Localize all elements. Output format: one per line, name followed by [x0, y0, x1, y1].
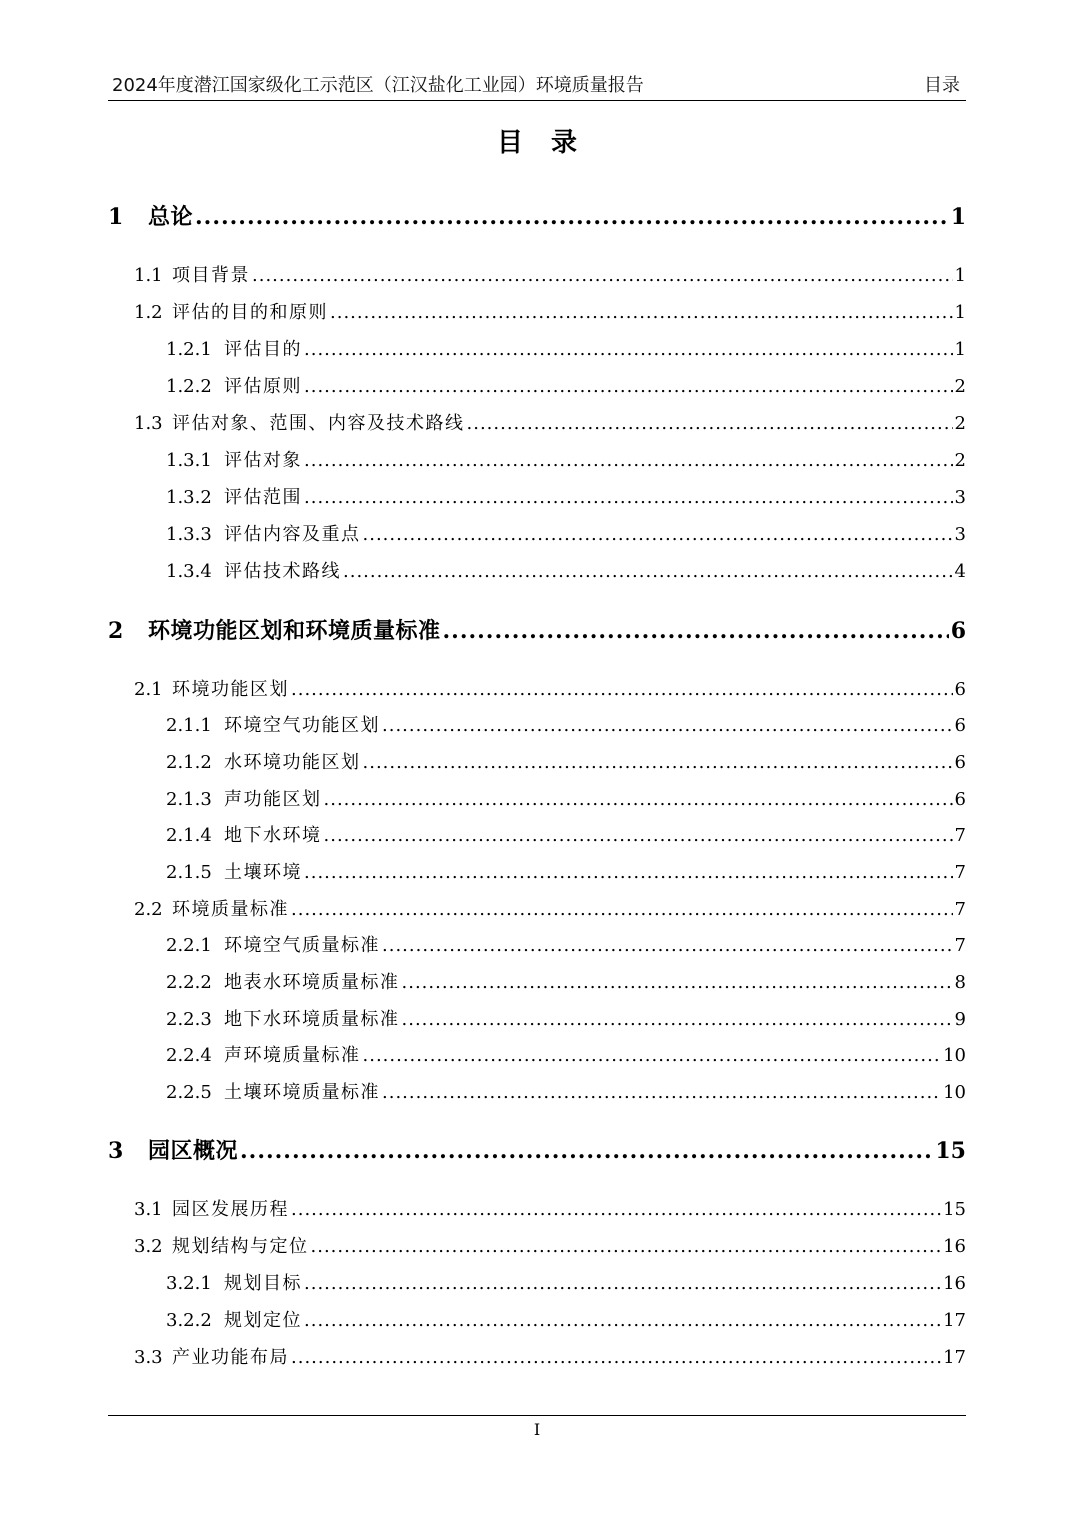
toc-label: 土壤环境质量标准	[224, 1082, 380, 1103]
toc-label: 规划结构与定位	[172, 1236, 309, 1257]
toc-leader	[240, 1138, 933, 1164]
toc-leader	[382, 935, 953, 956]
toc-page: 10	[943, 1045, 966, 1066]
toc-entry-1-3-1[interactable]	[166, 446, 966, 472]
toc-number: 2.2.4	[166, 1045, 212, 1066]
toc-number: 1.2	[134, 302, 163, 323]
toc-label: 评估技术路线	[224, 561, 341, 582]
toc-number: 3.2.1	[166, 1273, 212, 1294]
toc-page: 6	[954, 789, 966, 810]
toc-page: 1	[954, 265, 966, 286]
toc-label: 环境质量标准	[172, 899, 289, 920]
toc-entry-1-2[interactable]	[134, 298, 966, 324]
toc-page: 8	[954, 972, 966, 993]
toc-label: 地下水环境质量标准	[224, 1009, 400, 1030]
toc-number: 2.2.2	[166, 972, 212, 993]
toc-leader	[324, 789, 953, 810]
toc-entry-2-2-5[interactable]	[166, 1078, 966, 1104]
toc-leader	[195, 204, 949, 230]
toc-leader	[467, 413, 953, 434]
toc-number: 3	[108, 1138, 124, 1164]
toc-label: 项目背景	[172, 265, 250, 286]
toc-page: 16	[943, 1236, 966, 1257]
toc-label: 地下水环境	[224, 825, 322, 846]
toc-leader	[291, 1347, 941, 1368]
toc-label: 园区概况	[148, 1138, 239, 1164]
header-section-label: 目录	[924, 75, 960, 96]
toc-number: 2.1.2	[166, 752, 212, 773]
toc-leader	[304, 862, 953, 883]
toc-leader	[382, 715, 953, 736]
toc-entry-2-2-3[interactable]	[166, 1005, 966, 1031]
toc-leader	[402, 972, 953, 993]
toc-label: 声环境质量标准	[224, 1045, 361, 1066]
toc-entry-1-3-2[interactable]	[166, 483, 966, 509]
toc-label: 环境空气质量标准	[224, 935, 380, 956]
toc-page: 1	[950, 204, 966, 230]
toc-page: 7	[954, 862, 966, 883]
toc-page: 2	[954, 376, 966, 397]
toc-number: 2.2.5	[166, 1082, 212, 1103]
toc-number: 2.1.3	[166, 789, 212, 810]
toc-number: 3.2.2	[166, 1310, 212, 1331]
page-header	[108, 72, 966, 101]
toc-page: 6	[954, 715, 966, 736]
toc-entry-2-1-1[interactable]	[166, 711, 966, 737]
toc-entry-1-2-2[interactable]	[166, 372, 966, 398]
toc-page: 15	[943, 1199, 966, 1220]
toc-entry-2-1-2[interactable]	[166, 748, 966, 774]
toc-page: 17	[943, 1310, 966, 1331]
toc-number: 3.3	[134, 1347, 163, 1368]
toc-entry-3-2-1[interactable]	[166, 1269, 966, 1295]
toc-label: 环境空气功能区划	[224, 715, 380, 736]
toc-page: 3	[954, 487, 966, 508]
toc-leader	[324, 825, 953, 846]
toc-entry-1-2-1[interactable]	[166, 335, 966, 361]
toc-number: 1.2.2	[166, 376, 212, 397]
toc-entry-1-3-4[interactable]	[166, 557, 966, 583]
toc-page: 4	[954, 561, 966, 582]
toc-page: 7	[954, 899, 966, 920]
toc-entry-3-2[interactable]	[134, 1232, 966, 1258]
toc-page: 6	[954, 752, 966, 773]
toc-entry-3-3[interactable]	[134, 1343, 966, 1369]
toc-entry-1-1[interactable]	[134, 261, 966, 287]
toc-entry-2-2-1[interactable]	[166, 931, 966, 957]
toc-label: 园区发展历程	[172, 1199, 289, 1220]
toc-entry-2[interactable]	[108, 614, 966, 645]
toc-number: 3.1	[134, 1199, 163, 1220]
toc-entry-2-1-3[interactable]	[166, 785, 966, 811]
toc-number: 2.1.4	[166, 825, 212, 846]
toc-leader	[291, 1199, 941, 1220]
toc-leader	[363, 752, 953, 773]
toc-entry-2-2[interactable]	[134, 895, 966, 921]
toc-leader	[304, 1273, 941, 1294]
toc-leader	[304, 487, 953, 508]
toc-number: 1.1	[134, 265, 163, 286]
toc-label: 评估对象	[224, 450, 302, 471]
toc-label: 评估目的	[224, 339, 302, 360]
toc-label: 评估内容及重点	[224, 524, 361, 545]
toc-entry-1[interactable]	[108, 200, 966, 231]
toc-page: 1	[954, 339, 966, 360]
toc-label: 产业功能布局	[172, 1347, 289, 1368]
toc-page: 2	[954, 413, 966, 434]
toc-leader	[443, 618, 949, 644]
toc-label: 评估的目的和原则	[172, 302, 328, 323]
toc-leader	[291, 899, 953, 920]
toc-page: 16	[943, 1273, 966, 1294]
toc-label: 评估范围	[224, 487, 302, 508]
toc-label: 规划目标	[224, 1273, 302, 1294]
toc-leader	[363, 524, 953, 545]
footer-divider	[108, 1415, 966, 1416]
toc-number: 1.2.1	[166, 339, 212, 360]
toc-number: 1.3.4	[166, 561, 212, 582]
toc-entry-3-1[interactable]	[134, 1195, 966, 1221]
toc-entry-2-1-4[interactable]	[166, 821, 966, 847]
toc-label: 声功能区划	[224, 789, 322, 810]
toc-label: 水环境功能区划	[224, 752, 361, 773]
toc-number: 1.3.2	[166, 487, 212, 508]
toc-label: 地表水环境质量标准	[224, 972, 400, 993]
toc-leader	[311, 1236, 942, 1257]
toc-leader	[343, 561, 953, 582]
toc-number: 2.2.3	[166, 1009, 212, 1030]
toc-entry-2-1-5[interactable]	[166, 858, 966, 884]
toc-title: 目录	[496, 128, 605, 158]
toc-leader	[304, 450, 953, 471]
toc-number: 1.3.1	[166, 450, 212, 471]
toc-number: 2	[108, 618, 124, 644]
toc-page: 3	[954, 524, 966, 545]
toc-number: 1.3.3	[166, 524, 212, 545]
toc-leader	[402, 1009, 953, 1030]
toc-leader	[291, 679, 953, 700]
toc-entry-1-3[interactable]	[134, 409, 966, 435]
toc-number: 2.2	[134, 899, 163, 920]
toc-entry-1-3-3[interactable]	[166, 520, 966, 546]
toc-page: 1	[954, 302, 966, 323]
toc-leader	[304, 1310, 941, 1331]
toc-page: 7	[954, 935, 966, 956]
toc-page: 2	[954, 450, 966, 471]
page-number: I	[533, 1420, 541, 1439]
toc-leader	[330, 302, 953, 323]
toc-entry-2-2-4[interactable]	[166, 1041, 966, 1067]
toc-number: 2.1.5	[166, 862, 212, 883]
toc-label: 规划定位	[224, 1310, 302, 1331]
toc-number: 2.2.1	[166, 935, 212, 956]
toc-label: 评估原则	[224, 376, 302, 397]
toc-leader	[304, 376, 953, 397]
toc-entry-3[interactable]	[108, 1134, 966, 1165]
toc-page: 6	[950, 618, 966, 644]
toc-leader	[252, 265, 953, 286]
toc-entry-3-2-2[interactable]	[166, 1306, 966, 1332]
toc-number: 3.2	[134, 1236, 163, 1257]
toc-page: 17	[943, 1347, 966, 1368]
toc-number: 1	[108, 204, 124, 230]
toc-page: 7	[954, 825, 966, 846]
toc-page: 15	[935, 1138, 966, 1164]
toc-number: 2.1	[134, 679, 163, 700]
toc-label: 环境功能区划	[172, 679, 289, 700]
toc-number: 1.3	[134, 413, 163, 434]
toc-page: 9	[954, 1009, 966, 1030]
toc-number: 2.1.1	[166, 715, 212, 736]
toc-page: 10	[943, 1082, 966, 1103]
toc-label: 评估对象、范围、内容及技术路线	[172, 413, 465, 434]
toc-leader	[382, 1082, 941, 1103]
toc-leader	[363, 1045, 942, 1066]
toc-page: 6	[954, 679, 966, 700]
toc-label: 土壤环境	[224, 862, 302, 883]
toc-entry-2-2-2[interactable]	[166, 968, 966, 994]
toc-leader	[304, 339, 953, 360]
toc-label: 环境功能区划和环境质量标准	[148, 618, 441, 644]
toc-entry-2-1[interactable]	[134, 675, 966, 701]
report-title: 2024年度潜江国家级化工示范区（江汉盐化工业园）环境质量报告	[112, 75, 644, 96]
toc-label: 总论	[148, 204, 194, 230]
